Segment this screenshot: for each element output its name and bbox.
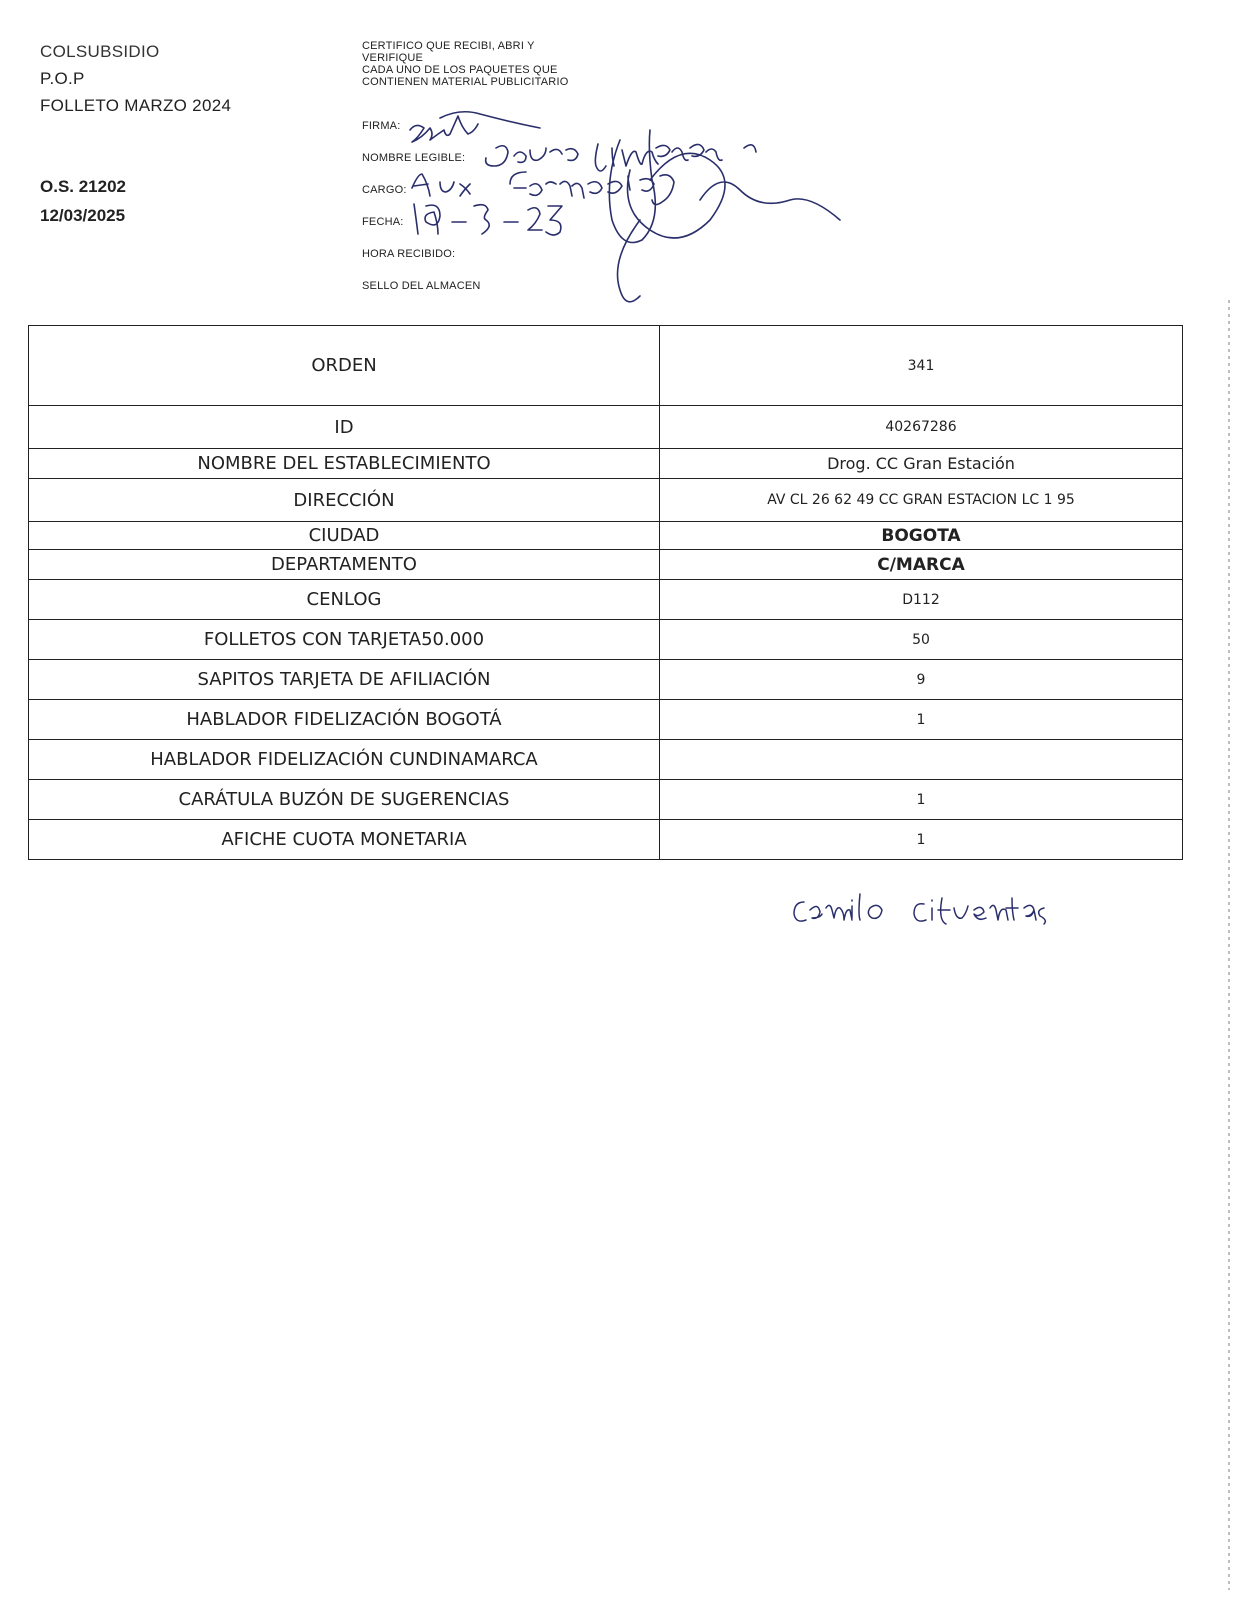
hora-label: HORA RECIBIDO: [362, 248, 456, 260]
row-label: ORDEN [29, 326, 660, 406]
row-value: 1 [660, 700, 1183, 740]
row-label: HABLADOR FIDELIZACIÓN CUNDINAMARCA [29, 740, 660, 780]
statement-line: CADA UNO DE LOS PAQUETES QUE [362, 64, 558, 76]
table-row [29, 449, 1183, 479]
row-label: NOMBRE DEL ESTABLECIMIENTO [29, 449, 660, 479]
statement-line: CERTIFICO QUE RECIBI, ABRI Y [362, 40, 535, 52]
pop-label: P.O.P [40, 69, 85, 88]
table-row [29, 550, 1183, 580]
row-value: 1 [660, 820, 1183, 860]
header-left [40, 38, 231, 119]
cargo-label: CARGO: [362, 184, 407, 196]
service-order-number: O.S. 21202 [40, 177, 127, 196]
table-row [29, 700, 1183, 740]
service-order-block [40, 172, 126, 230]
row-value: 9 [660, 660, 1183, 700]
row-value [660, 740, 1183, 780]
sello-label: SELLO DEL ALMACEN [362, 280, 481, 292]
table-row [29, 406, 1183, 449]
order-details-table [28, 325, 1183, 860]
row-value: 341 [660, 326, 1183, 406]
org-name: COLSUBSIDIO [40, 42, 160, 61]
campaign-name: FOLLETO MARZO 2024 [40, 96, 232, 115]
table-row [29, 479, 1183, 522]
row-value: D112 [660, 580, 1183, 620]
table-row [29, 820, 1183, 860]
fecha-label: FECHA: [362, 216, 404, 228]
table-row [29, 522, 1183, 550]
row-value: C/MARCA [660, 550, 1183, 580]
main-signature [609, 130, 840, 302]
nombre-handwriting [486, 144, 756, 171]
row-value: Drog. CC Gran Estación [660, 449, 1183, 479]
fecha-handwriting [414, 204, 562, 235]
row-label: CENLOG [29, 580, 660, 620]
row-label: CIUDAD [29, 522, 660, 550]
row-label: FOLLETOS CON TARJETA50.000 [29, 620, 660, 660]
cargo-handwriting [412, 172, 674, 205]
statement-line: VERIFIQUE [362, 52, 424, 64]
table-row [29, 780, 1183, 820]
row-value: BOGOTA [660, 522, 1183, 550]
row-label: SAPITOS TARJETA DE AFILIACIÓN [29, 660, 660, 700]
table-row [29, 580, 1183, 620]
row-value: 40267286 [660, 406, 1183, 449]
row-label: CARÁTULA BUZÓN DE SUGERENCIAS [29, 780, 660, 820]
nombre-label: NOMBRE LEGIBLE: [362, 152, 466, 164]
scan-edge-artifact [1228, 300, 1230, 1590]
service-order-date: 12/03/2025 [40, 206, 126, 225]
table-row [29, 660, 1183, 700]
row-label: DEPARTAMENTO [29, 550, 660, 580]
row-label: DIRECCIÓN [29, 479, 660, 522]
statement-line: CONTIENEN MATERIAL PUBLICITARIO [362, 76, 569, 88]
certification-statement [362, 40, 662, 88]
handwritten-note [790, 880, 1110, 940]
table-row [29, 620, 1183, 660]
row-value: AV CL 26 62 49 CC GRAN ESTACION LC 1 95 [660, 479, 1183, 522]
row-label: ID [29, 406, 660, 449]
firma-label: FIRMA: [362, 120, 401, 132]
table-row [29, 740, 1183, 780]
table-row [29, 326, 1183, 406]
firma-signature [410, 112, 540, 142]
row-value: 1 [660, 780, 1183, 820]
row-value: 50 [660, 620, 1183, 660]
row-label: HABLADOR FIDELIZACIÓN BOGOTÁ [29, 700, 660, 740]
row-label: AFICHE CUOTA MONETARIA [29, 820, 660, 860]
